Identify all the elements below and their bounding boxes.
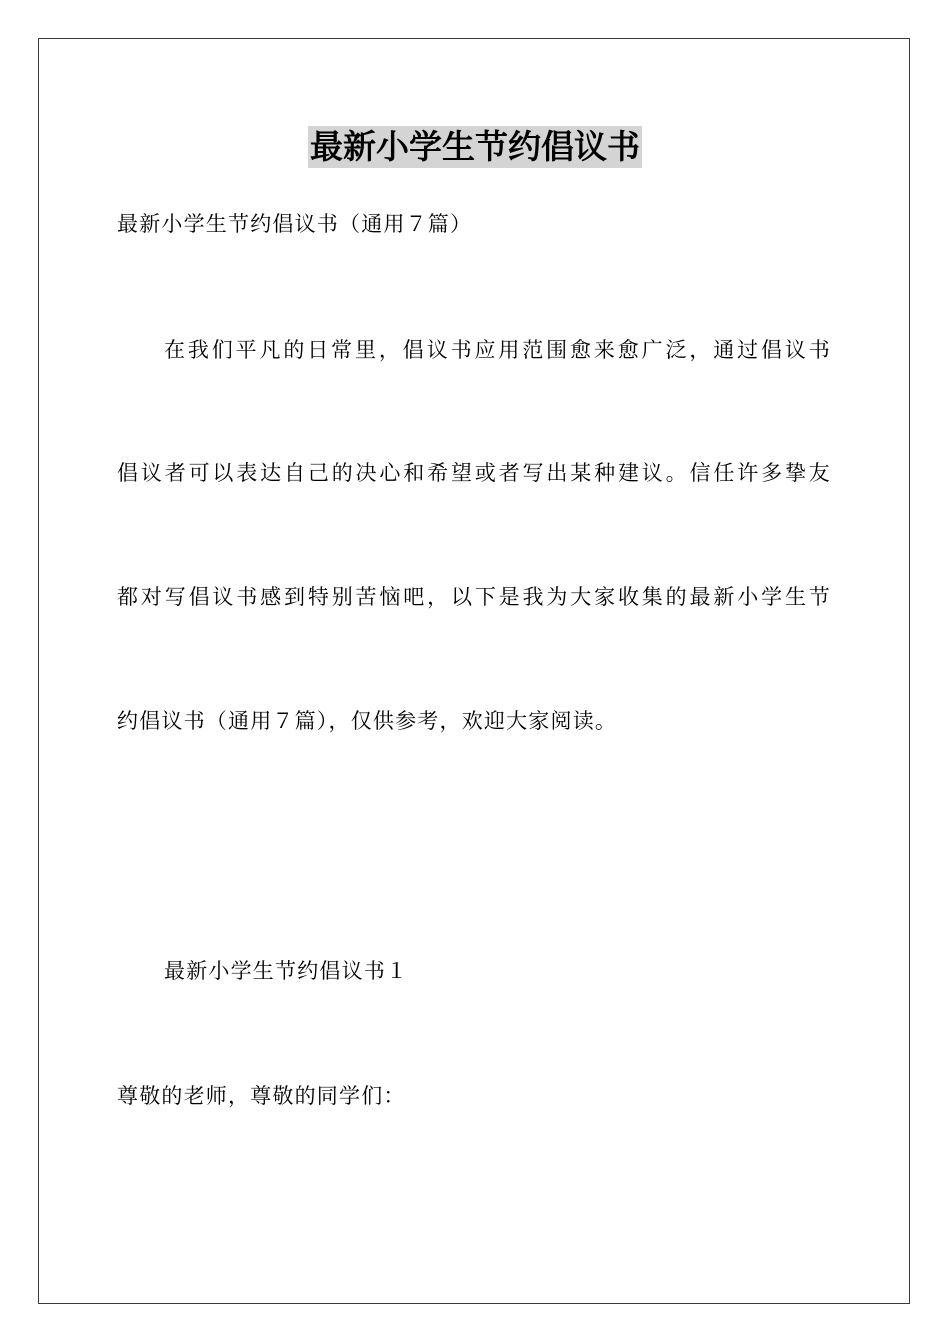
document-title: 最新小学生节约倡议书 bbox=[310, 127, 640, 166]
intro-line-3: 都对写倡议书感到特别苦恼吧，以下是我为大家收集的最新小学生节 bbox=[117, 585, 831, 609]
section-heading: 最新小学生节约倡议书１ bbox=[164, 959, 409, 983]
title-container bbox=[0, 126, 950, 168]
salutation: 尊敬的老师，尊敬的同学们： bbox=[117, 1084, 406, 1108]
intro-line-1: 在我们平凡的日常里，倡议书应用范围愈来愈广泛，通过倡议书 bbox=[164, 338, 831, 362]
intro-line-4: 约倡议书（通用７篇），仅供参考，欢迎大家阅读。 bbox=[117, 709, 618, 733]
document-subtitle: 最新小学生节约倡议书（通用７篇） bbox=[117, 212, 473, 236]
intro-line-2: 倡议者可以表达自己的决心和希望或者写出某种建议。信任许多挚友 bbox=[117, 461, 831, 485]
